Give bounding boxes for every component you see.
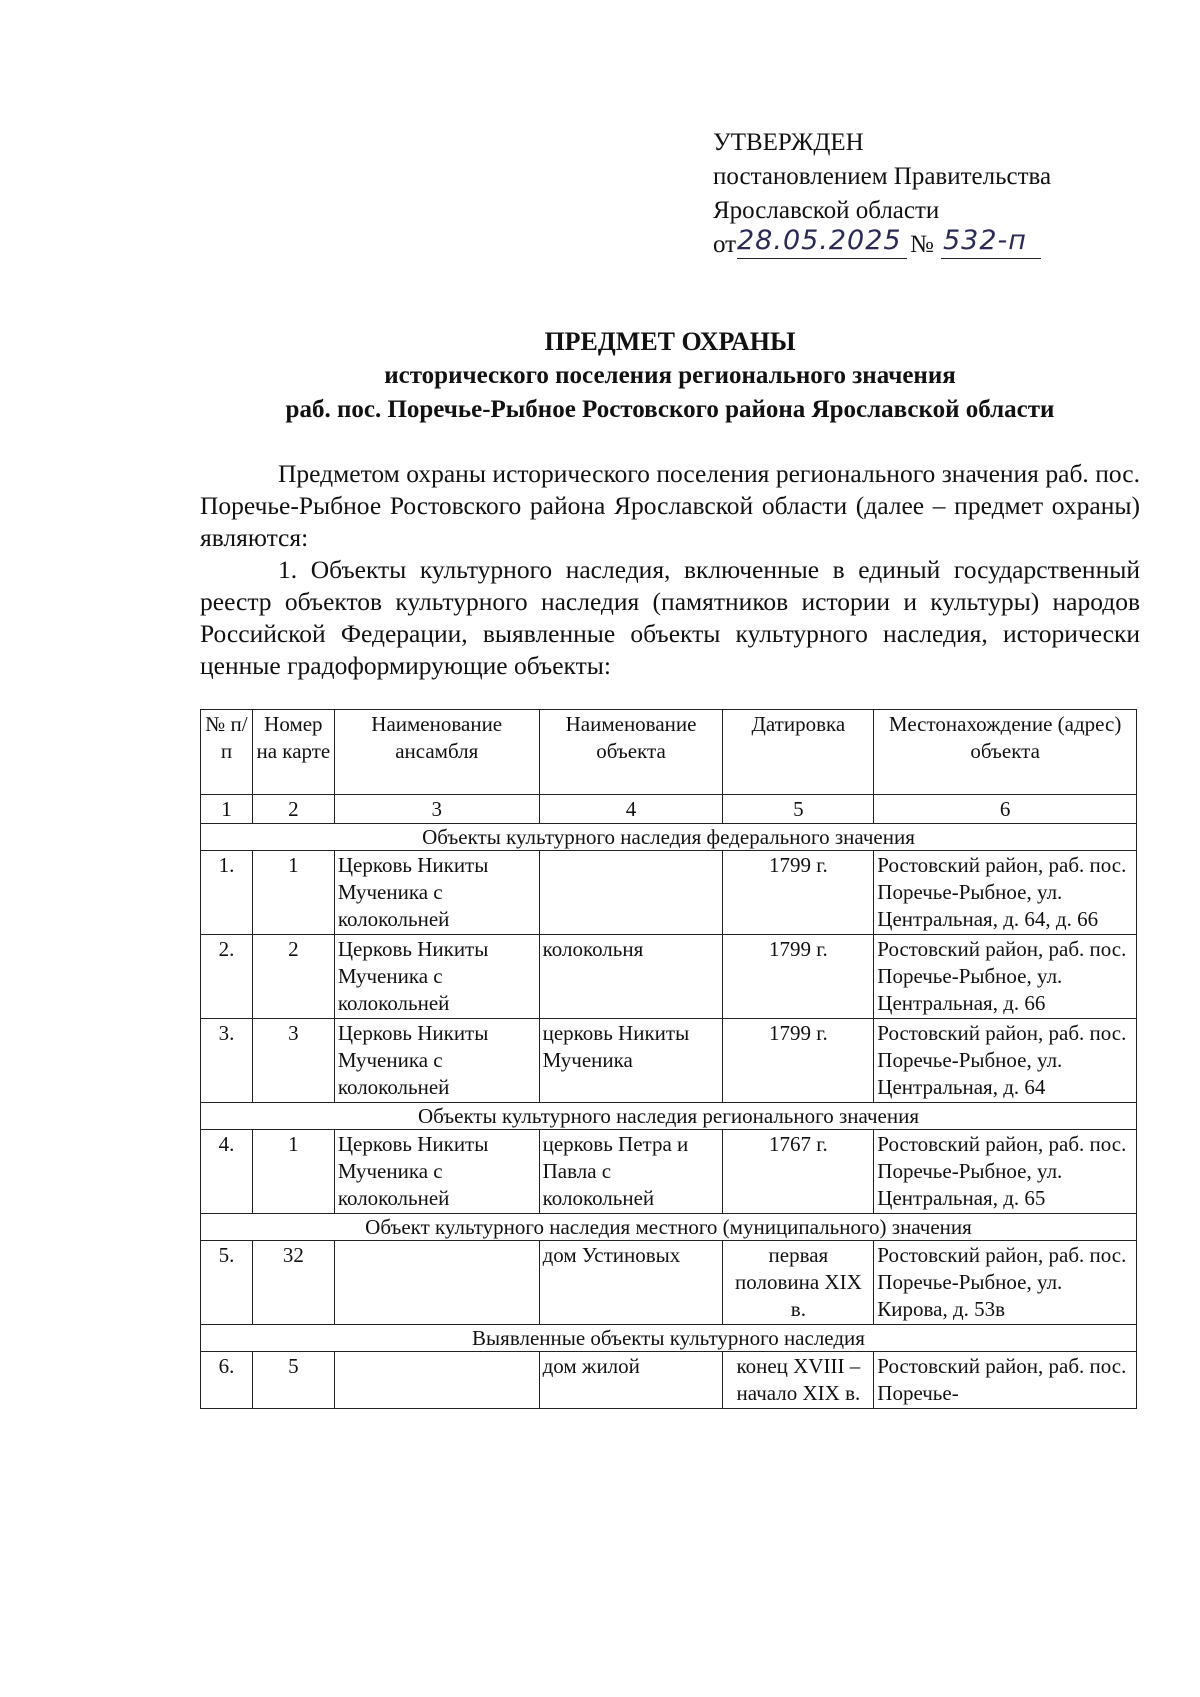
- table-row: [201, 1352, 1137, 1409]
- cell-ensemble: Церковь Никиты Мученика с колокольней: [334, 1019, 539, 1103]
- cell-dating: 1767 г.: [723, 1130, 874, 1214]
- cell-object: церковь Петра и Павла с колокольней: [539, 1130, 723, 1214]
- column-number: 4: [539, 795, 723, 824]
- column-number: 3: [334, 795, 539, 824]
- table-header-row: [201, 710, 1137, 795]
- cell-dating: первая половина XIX в.: [723, 1241, 874, 1325]
- column-number: 6: [874, 795, 1137, 824]
- cell-map-number: 32: [252, 1241, 334, 1325]
- approval-stamp: [713, 126, 1153, 262]
- section-title-row: [201, 1325, 1137, 1352]
- cell-number: 6.: [201, 1352, 253, 1409]
- section-title-row: [201, 1103, 1137, 1130]
- section-title: Объекты культурного наследия регионального значения: [201, 1103, 1137, 1130]
- cell-map-number: 1: [252, 1130, 334, 1214]
- header-map-number: Номер на карте: [252, 710, 334, 795]
- header-number: № п/п: [201, 710, 253, 795]
- date-underline: [737, 258, 907, 259]
- section-title-row: [201, 824, 1137, 851]
- title-subtitle: исторического поселения регионального значения: [384, 362, 956, 389]
- cell-number: 2.: [201, 935, 253, 1019]
- cell-map-number: 5: [252, 1352, 334, 1409]
- table-row: [201, 1241, 1137, 1325]
- header-address: Местонахождение (адрес) объекта: [874, 710, 1137, 795]
- section-title: Объект культурного наследия местного (муниципального) значения: [201, 1214, 1137, 1241]
- cell-ensemble: Церковь Никиты Мученика с колокольней: [334, 935, 539, 1019]
- section-title: Выявленные объекты культурного наследия: [201, 1325, 1137, 1352]
- cell-address: Ростовский район, раб. пос. Поречье-: [874, 1352, 1137, 1409]
- header-dating: Датировка: [723, 710, 874, 795]
- handwritten-number: 532-п: [943, 225, 1027, 256]
- cell-ensemble: [334, 1241, 539, 1325]
- approval-date-line: [713, 225, 1153, 262]
- cell-object: [539, 851, 723, 935]
- cell-ensemble: Церковь Никиты Мученика с колокольней: [334, 851, 539, 935]
- table-row: [201, 1019, 1137, 1103]
- heritage-objects-table: [200, 709, 1137, 1409]
- intro-text: [200, 458, 1140, 682]
- cell-dating: 1799 г.: [723, 851, 874, 935]
- cell-dating: конец XVIII – начало XIX в.: [723, 1352, 874, 1409]
- cell-address: Ростовский район, раб. пос. Поречье-Рыбное, ул. Центральная, д. 64, д. 66: [874, 851, 1137, 935]
- cell-map-number: 2: [252, 935, 334, 1019]
- number-prefix: №: [910, 231, 934, 258]
- cell-object: колокольня: [539, 935, 723, 1019]
- number-underline: [941, 258, 1041, 259]
- header-object: Наименование объекта: [539, 710, 723, 795]
- cell-number: 1.: [201, 851, 253, 935]
- cell-object: дом жилой: [539, 1352, 723, 1409]
- approval-resolution: постановлением Правительства: [713, 163, 1052, 190]
- cell-object: дом Устиновых: [539, 1241, 723, 1325]
- date-prefix: от: [713, 231, 737, 258]
- table-row: [201, 935, 1137, 1019]
- cell-object: церковь Никиты Мученика: [539, 1019, 723, 1103]
- table-row: [201, 851, 1137, 935]
- cell-ensemble: [334, 1352, 539, 1409]
- title-location: раб. пос. Поречье-Рыбное Ростовского района Ярославской области: [285, 396, 1055, 423]
- handwritten-date: 28.05.2025: [737, 225, 902, 256]
- column-number: 5: [723, 795, 874, 824]
- cell-dating: 1799 г.: [723, 1019, 874, 1103]
- intro-paragraph-2: 1. Объекты культурного наследия, включенные в единый государственный реестр объектов культурного наследия (памятников истории и культуры) народов Российской Федерации, выявленные объекты культурного наследия, исторически ценные градоформирующие объекты:: [200, 555, 1140, 680]
- cell-address: Ростовский район, раб. пос. Поречье-Рыбное, ул. Центральная, д. 65: [874, 1130, 1137, 1214]
- cell-number: 4.: [201, 1130, 253, 1214]
- cell-map-number: 1: [252, 851, 334, 935]
- cell-ensemble: Церковь Никиты Мученика с колокольней: [334, 1130, 539, 1214]
- cell-map-number: 3: [252, 1019, 334, 1103]
- section-title: Объекты культурного наследия федерального значения: [201, 824, 1137, 851]
- header-ensemble: Наименование ансамбля: [334, 710, 539, 795]
- column-number: 2: [252, 795, 334, 824]
- cell-address: Ростовский район, раб. пос. Поречье-Рыбное, ул. Центральная, д. 66: [874, 935, 1137, 1019]
- document-title: [200, 325, 1140, 427]
- column-number: 1: [201, 795, 253, 824]
- intro-paragraph-1: Предметом охраны исторического поселения регионального значения раб. пос. Поречье-Рыбное Ростовского района Ярославской области (далее – предмет охраны) являются:: [200, 459, 1140, 552]
- approval-region: Ярославской области: [713, 197, 940, 224]
- cell-number: 5.: [201, 1241, 253, 1325]
- cell-address: Ростовский район, раб. пос. Поречье-Рыбное, ул. Кирова, д. 53в: [874, 1241, 1137, 1325]
- cell-address: Ростовский район, раб. пос. Поречье-Рыбное, ул. Центральная, д. 64: [874, 1019, 1137, 1103]
- cell-dating: 1799 г.: [723, 935, 874, 1019]
- title-main: ПРЕДМЕТ ОХРАНЫ: [544, 327, 796, 356]
- approval-title: УТВЕРЖДЕН: [713, 129, 864, 156]
- cell-number: 3.: [201, 1019, 253, 1103]
- column-number-row: [201, 795, 1137, 824]
- section-title-row: [201, 1214, 1137, 1241]
- table-row: [201, 1130, 1137, 1214]
